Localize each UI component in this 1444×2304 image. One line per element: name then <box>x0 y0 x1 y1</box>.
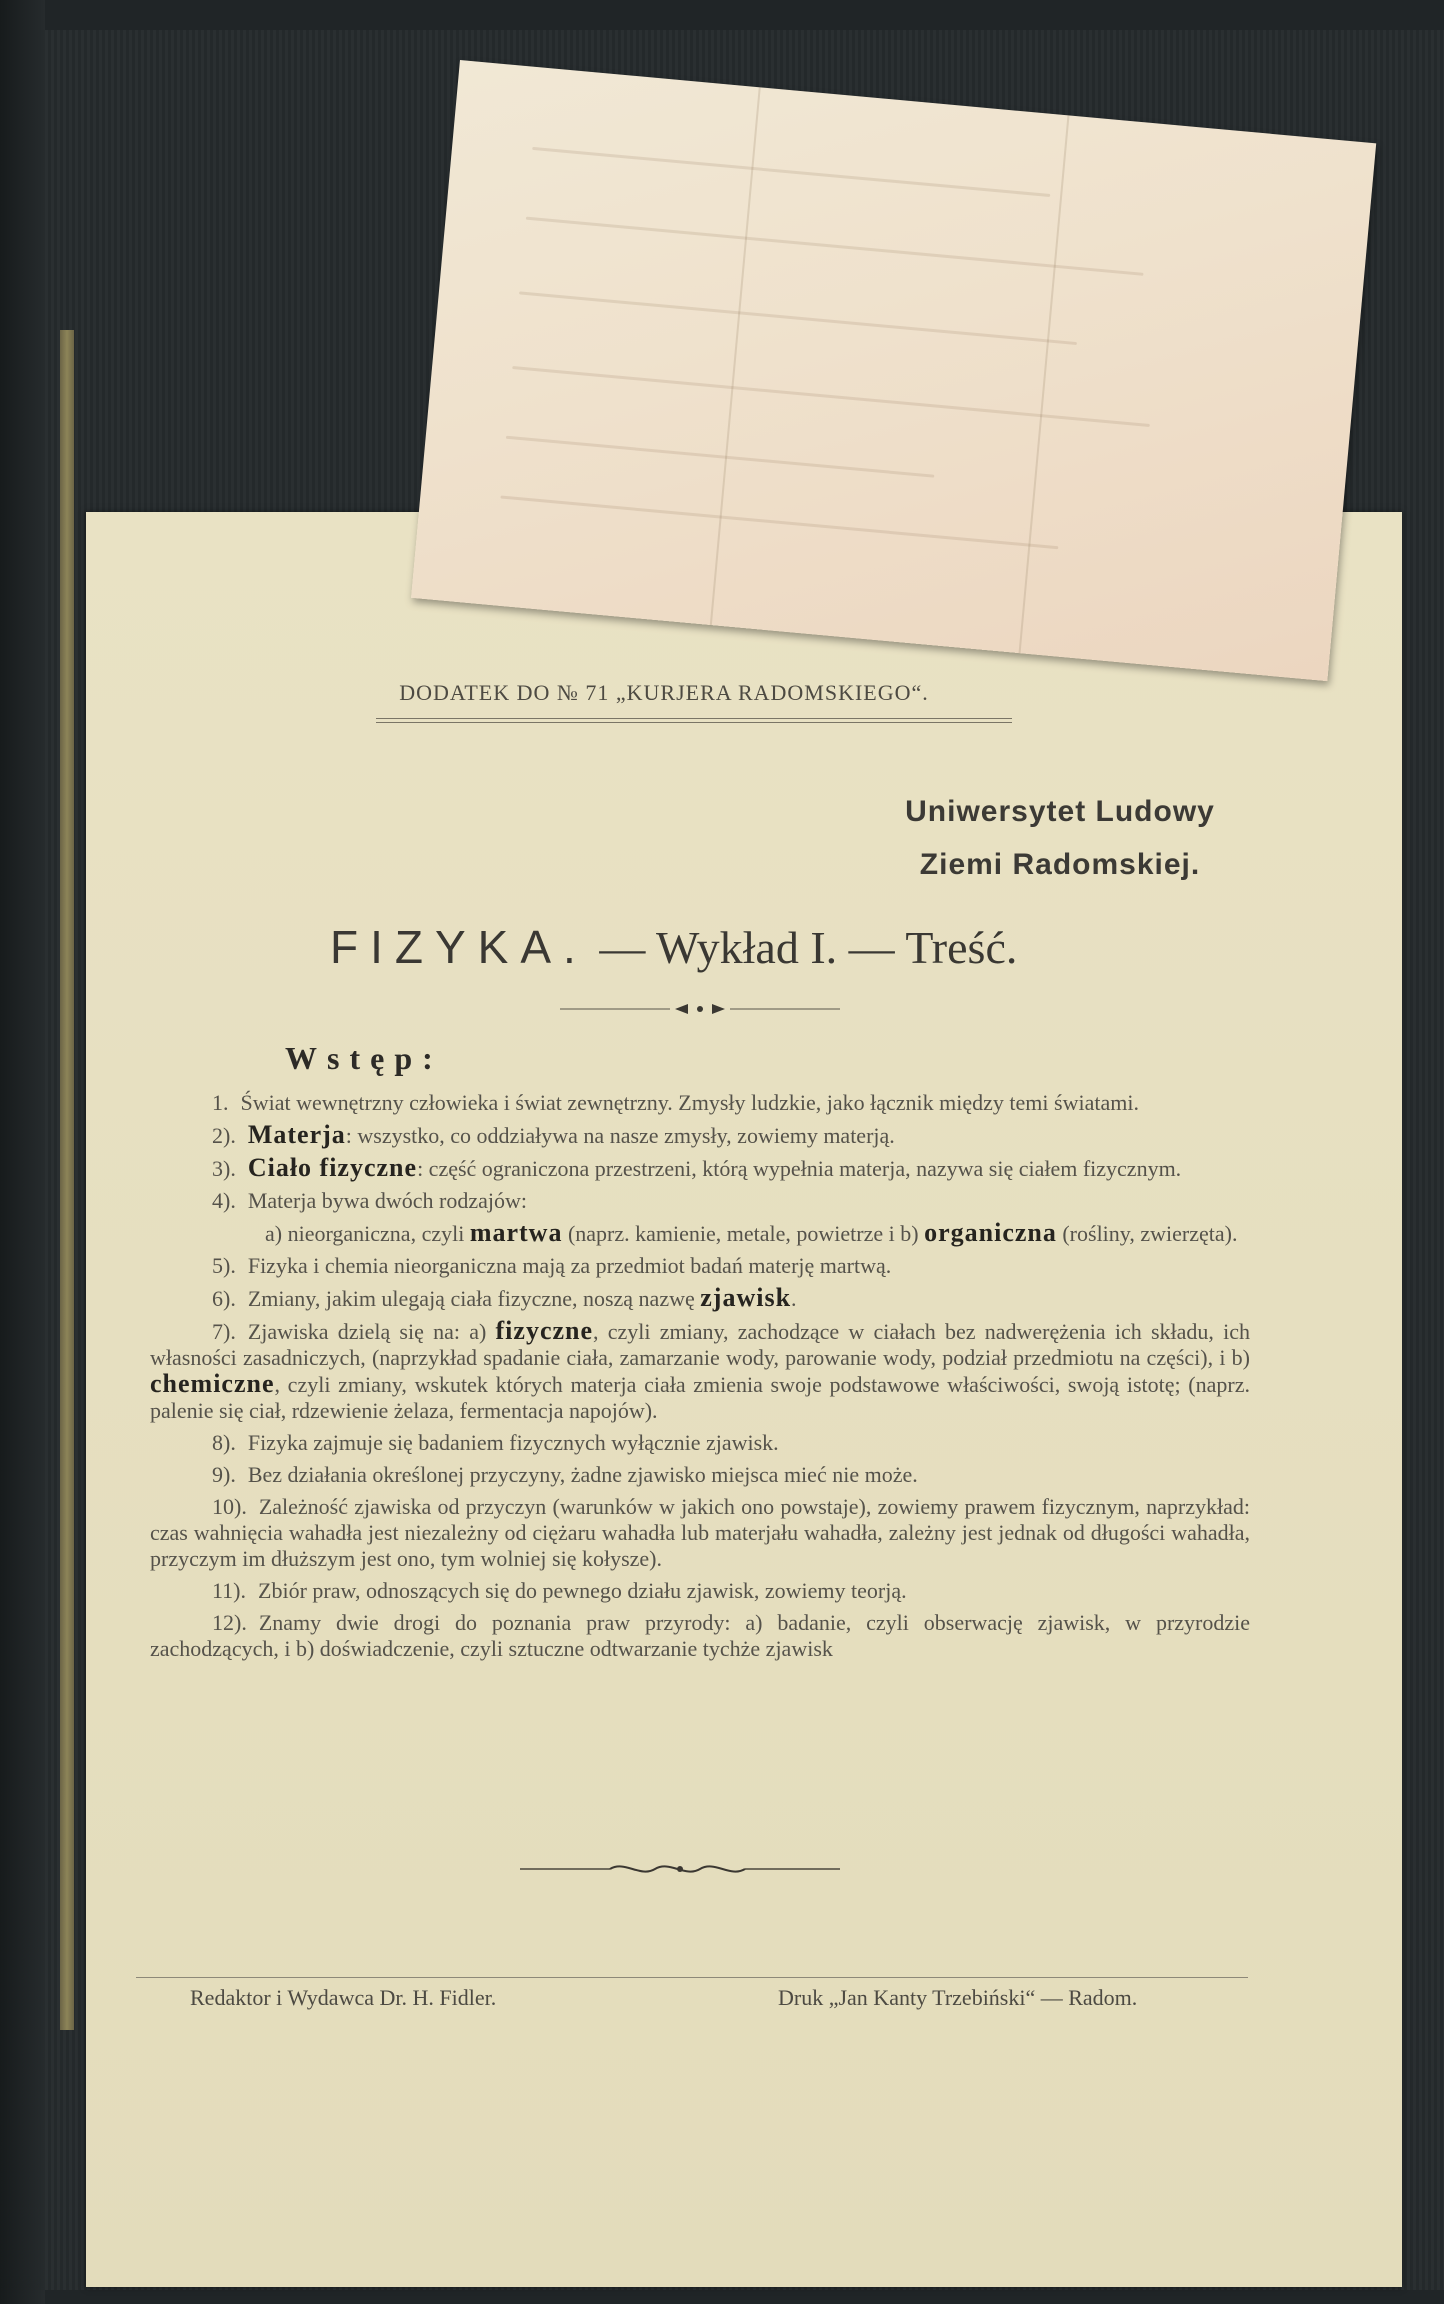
paragraph-number: 4). <box>212 1188 236 1213</box>
paragraph-text: (naprz. kamienie, metale, powietrze i b) <box>562 1221 925 1246</box>
paragraph-number: 7). <box>212 1319 236 1344</box>
paragraph-text: Materja bywa dwóch rodzajów: <box>247 1188 528 1213</box>
paragraph-text: Zmiany, jakim ulegają ciała fizyczne, noszą nazwę <box>247 1286 701 1311</box>
paragraph-8 <box>150 1430 1250 1456</box>
slip-faded-writing <box>519 291 1077 345</box>
paragraph-number: 8). <box>212 1430 236 1455</box>
university-name-line2: Ziemi Radomskiej. <box>919 848 1201 881</box>
paragraph-text: Zależność zjawiska od przyczyn (warunków w jakich ono powstaje), zowiemy prawem fizycznym, naprzykład: czas wahnięcia wahadła jest niezależny od ciężaru wahadła lub materjału wahadła, zależny jest jednak od długości wahadła, przyczym im dłuższym jest ono, tym wolniej się kołysze). <box>150 1494 1250 1571</box>
bold-term: zjawisk <box>700 1283 792 1312</box>
closing-ornament <box>520 1858 840 1880</box>
bold-term: chemiczne <box>150 1369 275 1398</box>
title-ornament <box>560 1002 840 1016</box>
lecture-title <box>330 920 1090 974</box>
bold-term: Ciało fizyczne <box>247 1153 418 1182</box>
paragraph-number: 5). <box>212 1253 236 1278</box>
paragraph-number: 2). <box>212 1123 236 1148</box>
paragraph-text: : wszystko, co oddziaływa na nasze zmysły, zowiemy materją. <box>345 1123 895 1148</box>
section-heading: Wstęp: <box>285 1040 443 1076</box>
paragraph-12 <box>150 1610 1250 1662</box>
printer-credit: Druk „Jan Kanty Trzebiński“ — Radom. <box>778 1985 1138 2010</box>
paragraph-text: , czyli zmiany, zachodzące w ciałach bez nadwerężenia ich składu, ich własności zasadniczych, (naprzykład spadanie ciała, zamarzanie wody, parowanie wody, podział przedmiotu na części), i b) <box>150 1319 1250 1370</box>
left-edge <box>0 0 45 2304</box>
paragraph-number: 12). <box>212 1610 247 1635</box>
title-subject: FIZYKA. <box>330 921 588 973</box>
paragraph-number: 3). <box>212 1156 236 1181</box>
university-name-line1: Uniwersytet Ludowy <box>905 795 1215 828</box>
paragraph-text: Zbiór praw, odnoszących się do pewnego działu zjawisk, zowiemy teorją. <box>258 1578 907 1603</box>
editor-credit: Redaktor i Wydawca Dr. H. Fidler. <box>190 1985 497 2010</box>
paragraph-9 <box>150 1462 1250 1488</box>
header-double-rule <box>376 718 1012 723</box>
bold-term: martwa <box>469 1218 563 1247</box>
paragraph-4 <box>150 1188 1250 1214</box>
attached-paper-slip <box>411 60 1376 681</box>
paragraph-text: Świat wewnętrzny człowieka i świat zewnętrzny. Zmysły ludzkie, jako łącznik między temi światami. <box>240 1090 1139 1115</box>
binding-strip <box>60 330 74 2030</box>
paragraph-text: Znamy dwie drogi do poznania praw przyrody: a) badanie, czyli obserwację zjawisk, w przyrodzie zachodzących, i b) doświadczenie, czyli sztuczne odtwarzanie tychże zjawisk <box>150 1610 1250 1661</box>
paragraph-4-detail <box>150 1220 1250 1247</box>
paragraph-1 <box>150 1090 1250 1116</box>
slip-faded-writing <box>506 436 935 478</box>
paragraph-2 <box>150 1122 1250 1149</box>
paragraph-number: 6). <box>212 1286 236 1311</box>
slip-faded-writing <box>532 147 1050 197</box>
supplement-header: DODATEK DO № 71 „KURJERA RADOMSKIEGO“. <box>399 680 929 705</box>
paragraph-number: 11). <box>212 1578 247 1603</box>
paragraph-6 <box>150 1285 1250 1312</box>
paragraph-text: : część ograniczona przestrzeni, którą wypełnia materja, nazywa się ciałem fizycznym. <box>417 1156 1182 1181</box>
paragraph-text: Zjawiska dzielą się na: a) <box>247 1319 496 1344</box>
bold-term: Materja <box>247 1120 346 1149</box>
title-rest: — Wykład I. — Treść. <box>599 922 1018 973</box>
paragraph-text: a) nieorganiczna, czyli <box>265 1221 470 1246</box>
bold-term: organiczna <box>924 1218 1057 1247</box>
paragraph-text: . <box>791 1286 797 1311</box>
lecture-body <box>150 1090 1250 1668</box>
paragraph-10 <box>150 1494 1250 1572</box>
paragraph-text: Fizyka zajmuje się badaniem fizycznych wyłącznie zjawisk. <box>247 1430 779 1455</box>
paragraph-number: 9). <box>212 1462 236 1487</box>
slip-faded-writing <box>500 495 1058 549</box>
paragraph-5 <box>150 1253 1250 1279</box>
paragraph-7 <box>150 1318 1250 1424</box>
paragraph-number: 1. <box>212 1090 229 1115</box>
paragraph-text: (rośliny, zwierzęta). <box>1056 1221 1238 1246</box>
paragraph-3 <box>150 1155 1250 1182</box>
bold-term: fizyczne <box>495 1316 594 1345</box>
paragraph-text: Fizyka i chemia nieorganiczna mają za przedmiot badań materję martwą. <box>247 1253 892 1278</box>
slip-faded-writing <box>526 217 1144 276</box>
paragraph-number: 10). <box>212 1494 247 1519</box>
footer-rule <box>136 1977 1248 1978</box>
paragraph-11 <box>150 1578 1250 1604</box>
slip-faded-writing <box>512 366 1150 427</box>
paragraph-text: Bez działania określonej przyczyny, żadne zjawisko miejsca mieć nie może. <box>247 1462 918 1487</box>
paragraph-text: , czyli zmiany, wskutek których materja ciała zmienia swoje podstawowe właściwości, swoją istotę; (naprz. palenie się ciał, rdzewienie żelaza, fermentacja napojów). <box>150 1372 1250 1423</box>
